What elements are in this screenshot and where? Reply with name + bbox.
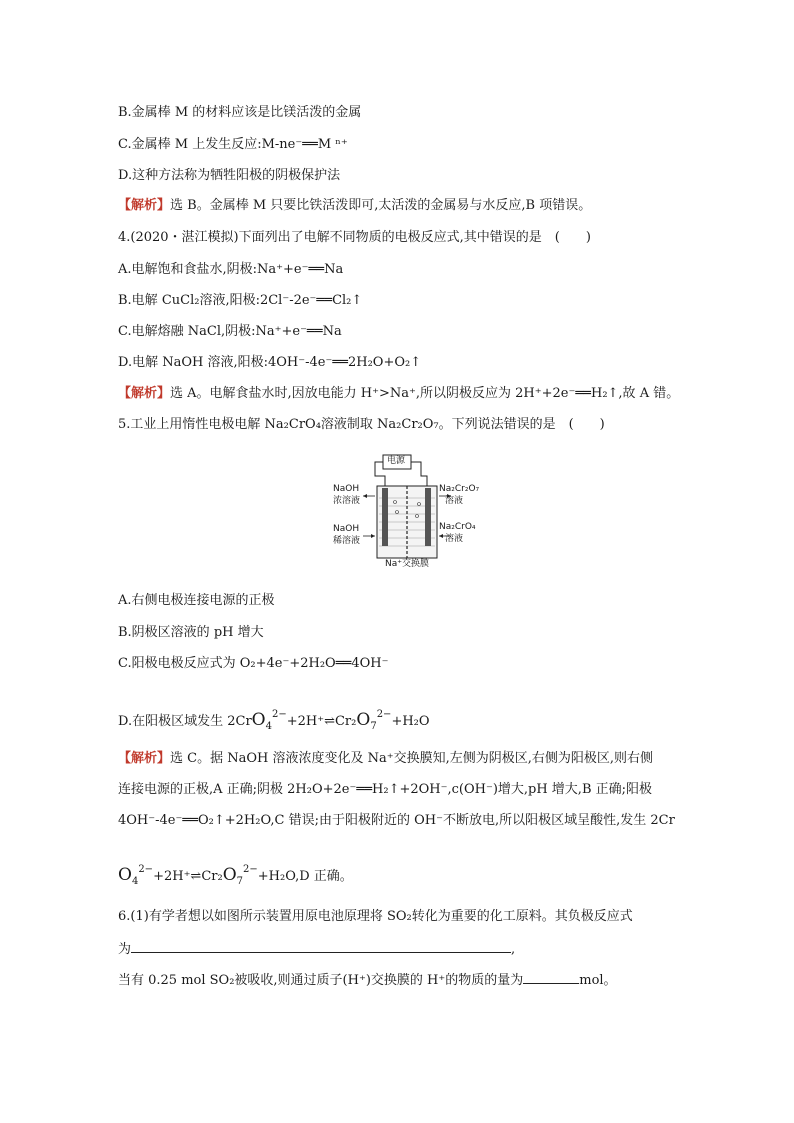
naoh-dilute-label: NaOH xyxy=(333,524,360,534)
q5-analysis-line-2: 连接电源的正极,A 正确;阴极 2H₂O+2e⁻══H₂↑+2OH⁻,c(OH⁻)增大,pH 增大,B 正确;阳极 xyxy=(118,782,653,797)
q5-analysis-post: +H₂O,D 正确。 xyxy=(257,869,353,884)
ion-sub: 7 xyxy=(236,876,244,887)
q4-option-b: B.电解 CuCl₂溶液,阳极:2Cl⁻-2e⁻══Cl₂↑ xyxy=(118,293,363,308)
membrane-label: Na⁺交换膜 xyxy=(385,559,429,569)
chromate-label-2: 溶液 xyxy=(445,534,464,544)
ion-sub: 4 xyxy=(265,721,272,732)
q6-stem: 6.(1)有学者想以如图所示装置用原电池原理将 SO₂转化为重要的化工原料。其负极反应式 xyxy=(118,909,633,924)
ion-charge: 2− xyxy=(271,709,287,720)
answer-blank[interactable] xyxy=(131,938,511,953)
analysis-text: 选 B。金属棒 M 只要比铁活泼即可,太活泼的金属易与水反应,B 项错误。 xyxy=(170,198,592,213)
ion-o: O xyxy=(251,710,266,730)
analysis-label: 【解析】 xyxy=(118,751,171,766)
analysis-text: 选 A。电解食盐水时,因放电能力 H⁺>Na⁺,所以阴极反应为 2H⁺+2e⁻══H₂↑,故 A 错。 xyxy=(170,386,680,401)
q3-analysis xyxy=(118,197,591,215)
q3-option-b: B.金属棒 M 的材料应该是比镁活泼的金属 xyxy=(118,105,362,120)
q5-option-c: C.阳极电极反应式为 O₂+4e⁻+2H₂O══4OH⁻ xyxy=(118,656,389,671)
power-label: 电源 xyxy=(387,456,406,466)
ion-o: O xyxy=(222,865,237,885)
answer-blank[interactable] xyxy=(523,969,579,984)
analysis-label: 【解析】 xyxy=(118,386,171,401)
cell-drawing xyxy=(335,452,485,570)
q6-answer-line-1 xyxy=(118,938,515,959)
q5-stem: 5.工业上用惰性电极电解 Na₂CrO₄溶液制取 Na₂Cr₂O₇。下列说法错误的是 ( ) xyxy=(118,417,605,432)
q5-option-b: B.阴极区溶液的 pH 增大 xyxy=(118,625,264,640)
ion-sub: 7 xyxy=(370,721,377,732)
ion-charge: 2− xyxy=(138,864,154,875)
q3-option-d: D.这种方法称为牺牲阳极的阴极保护法 xyxy=(118,168,341,183)
naoh-conc-label-2: 浓溶液 xyxy=(333,496,361,506)
naoh-conc-label: NaOH xyxy=(333,484,360,494)
analysis-label: 【解析】 xyxy=(118,198,171,213)
chromate-label: Na₂CrO₄ xyxy=(439,522,476,532)
q4-option-c: C.电解熔融 NaCl,阴极:Na⁺+e⁻══Na xyxy=(118,324,342,339)
ion-o: O xyxy=(118,865,132,885)
ion-o: O xyxy=(356,710,371,730)
q6-suffix: , xyxy=(511,942,516,957)
ion-charge: 2− xyxy=(243,864,258,875)
naoh-dilute-label-2: 稀溶液 xyxy=(333,536,361,546)
q5-analysis-line-3: 4OH⁻-4e⁻══O₂↑+2H₂O,C 错误;由于阳极附近的 OH⁻不断放电,所以阳极区域呈酸性,发生 2Cr xyxy=(118,813,675,828)
q5-d-mid: +2H⁺⇌Cr₂ xyxy=(286,714,357,729)
q6-prefix: 为 xyxy=(118,942,132,957)
q5-analysis-line-4 xyxy=(118,861,353,891)
electrolysis-cell-diagram xyxy=(335,452,485,570)
q5-analysis xyxy=(118,750,653,768)
q5-option-a: A.右侧电极连接电源的正极 xyxy=(118,593,275,608)
q5-analysis-mid: +2H⁺⇌Cr₂ xyxy=(153,869,223,884)
dichromate-label-2: 溶液 xyxy=(445,496,464,506)
analysis-text: 选 C。据 NaOH 溶液浓度变化及 Na⁺交换膜知,左侧为阴极区,右侧为阳极区,则右侧 xyxy=(170,751,653,766)
q6-answer-line-2 xyxy=(118,969,617,990)
q3-option-c: C.金属棒 M 上发生反应:M-ne⁻══M ⁿ⁺ xyxy=(118,137,348,152)
q4-option-d: D.电解 NaOH 溶液,阳极:4OH⁻-4e⁻══2H₂O+O₂↑ xyxy=(118,355,422,370)
q6-question: 当有 0.25 mol SO₂被吸收,则通过质子(H⁺)交换膜的 H⁺的物质的量为 xyxy=(118,973,524,988)
q5-d-pre: D.在阳极区域发生 2Cr xyxy=(118,714,252,729)
q4-analysis xyxy=(118,385,679,403)
q4-stem: 4.(2020・湛江模拟)下面列出了电解不同物质的电极反应式,其中错误的是 ( ) xyxy=(118,230,591,245)
q6-unit: mol。 xyxy=(579,973,617,988)
q4-option-a: A.电解饱和食盐水,阴极:Na⁺+e⁻══Na xyxy=(118,262,344,277)
q5-option-d xyxy=(118,706,430,736)
ion-sub: 4 xyxy=(131,876,139,887)
dichromate-label: Na₂Cr₂O₇ xyxy=(439,484,480,494)
ion-charge: 2− xyxy=(376,709,392,720)
q5-d-post: +H₂O xyxy=(391,714,430,729)
